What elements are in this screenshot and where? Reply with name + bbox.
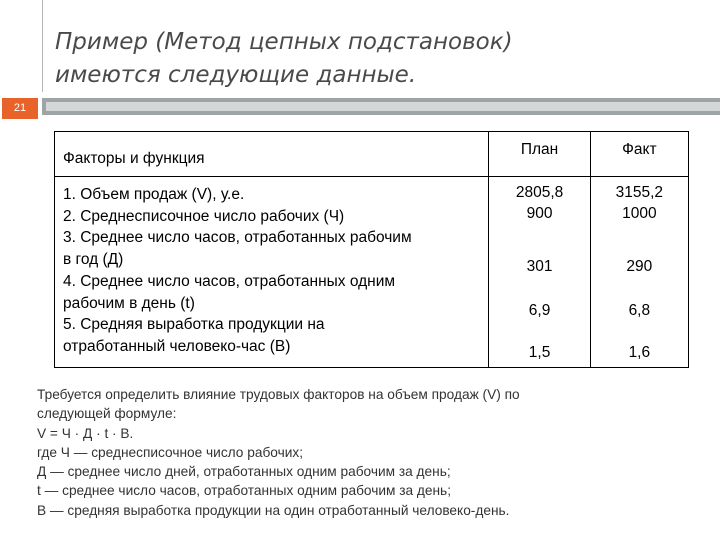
slide-title-line-1: Пример (Метод цепных подстановок) [55, 29, 513, 55]
slide-number: 21 [2, 98, 38, 119]
factor-line: отработанный человеко-час (В) [63, 337, 291, 355]
task-description [37, 385, 657, 520]
decorative-header-bar-inner [46, 102, 720, 111]
table-row [55, 177, 689, 368]
slide-title-line-2: имеются следующие данные. [55, 62, 417, 88]
plan-value: 2805,8 [515, 184, 564, 201]
factor-line: рабочим в день (t) [63, 294, 195, 312]
description-line: следующей формуле: [37, 406, 177, 422]
plan-value: 900 [526, 205, 553, 222]
header-factors-cell [55, 132, 489, 177]
slide-title [55, 26, 695, 92]
description-line: где Ч — среднесписочное число рабочих; [37, 444, 304, 460]
description-line: t — среднее число часов, отработанных одним рабочим за день; [37, 483, 451, 499]
header-fact: Факт [622, 141, 657, 158]
factor-line: 1. Объем продаж (V), у.е. [63, 186, 245, 203]
description-line: Требуется определить влияние трудовых факторов на объем продаж (V) по [37, 387, 520, 402]
fact-value: 1000 [622, 205, 657, 222]
header-plan: План [520, 141, 559, 158]
fact-values-cell [590, 177, 688, 368]
header-factors: Факторы и функция [63, 150, 205, 167]
header-plan-cell [489, 132, 590, 177]
factors-list-cell [55, 177, 489, 368]
plan-values-cell [489, 177, 590, 368]
fact-value: 3155,2 [615, 184, 664, 201]
plan-value: 6,9 [528, 302, 551, 319]
header-fact-cell [590, 132, 688, 177]
fact-value: 6,8 [628, 302, 651, 319]
fact-value: 290 [626, 258, 653, 275]
factor-line: в год (Д) [63, 251, 124, 269]
factors-table [54, 131, 689, 368]
description-line: Д — среднее число дней, отработанных одним рабочим за день; [37, 464, 451, 480]
factor-line: 2. Среднесписочное число рабочих (Ч) [63, 207, 345, 225]
decorative-vertical-line [42, 0, 43, 92]
plan-value: 1,5 [528, 344, 551, 361]
factor-line: 5. Средняя выработка продукции на [63, 316, 325, 334]
plan-value: 301 [526, 258, 553, 275]
factor-line: 3. Среднее число часов, отработанных рабочим [63, 229, 412, 247]
description-line: В — средняя выработка продукции на один отработанный человеко-день. [37, 502, 510, 518]
table-header-row [55, 132, 689, 177]
fact-value: 1,6 [628, 344, 651, 361]
factor-line: 4. Среднее число часов, отработанных одним [63, 272, 396, 290]
formula-line: V = Ч · Д · t · В. [37, 425, 134, 441]
